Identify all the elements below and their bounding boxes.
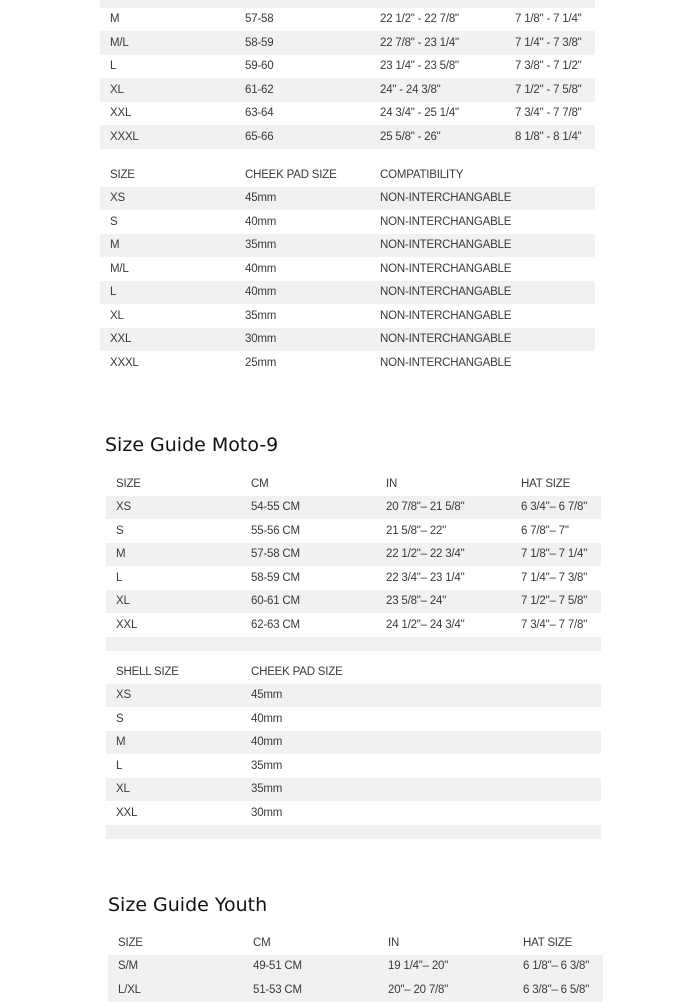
compat-cell: NON-INTERCHANGABLE [380, 192, 512, 205]
table-row [106, 707, 601, 731]
size-cell: XXL [116, 618, 138, 631]
size-cell: M [116, 736, 126, 749]
cm-cell: 58-59 CM [251, 571, 300, 584]
table-row-spacer [106, 825, 601, 839]
cm-cell: 60-61 CM [251, 595, 300, 608]
header-cell: CM [251, 477, 269, 490]
table-row [100, 0, 595, 8]
hat-cell: 6 3/8"– 6 5/8" [523, 983, 590, 996]
cm-cell: 57-58 CM [251, 548, 300, 561]
compat-cell: NON-INTERCHANGABLE [380, 356, 512, 369]
table-row [100, 304, 595, 328]
size-cell: XXXL [110, 130, 139, 143]
header-cell: COMPATIBILITY [380, 168, 464, 181]
header-cell: HAT SIZE [523, 936, 573, 949]
size-cell: XXL [110, 333, 132, 346]
header-cell: SIZE [110, 168, 135, 181]
size-cell: M [110, 13, 120, 26]
cm-cell: 58-59 [245, 36, 274, 49]
pad-cell: 45mm [251, 689, 283, 702]
table-row [106, 566, 601, 590]
table-row [108, 978, 603, 1002]
in-cell: 22 1/2"– 22 3/4" [386, 548, 465, 561]
size-cell: L/XL [118, 983, 141, 996]
cm-cell: 61-62 [245, 83, 274, 96]
pad-cell: 40mm [251, 736, 283, 749]
in-cell: 22 3/4"– 23 1/4" [386, 571, 465, 584]
pad-cell: 30mm [245, 333, 277, 346]
table-row [100, 234, 595, 258]
table-row-spacer [106, 637, 601, 651]
hat-cell: 7 3/4"– 7 7/8" [521, 618, 588, 631]
hat-cell: 7 3/8" - 7 1/2" [515, 60, 582, 73]
header-cell: SHELL SIZE [116, 665, 179, 678]
size-cell: XL [116, 783, 130, 796]
header-cell: IN [386, 477, 398, 490]
size-cell: S [110, 215, 118, 228]
in-cell: 19 1/4"– 20" [388, 960, 449, 973]
pad-cell: 25mm [245, 356, 277, 369]
pad-cell: 35mm [251, 759, 283, 772]
cm-cell: 54-55 CM [251, 501, 300, 514]
size-cell: L [110, 286, 117, 299]
cm-cell: 62-63 CM [251, 618, 300, 631]
compat-cell: NON-INTERCHANGABLE [380, 215, 512, 228]
in-cell: 22 7/8" - 23 1/4" [380, 36, 459, 49]
in-cell: 21 5/8"– 22" [386, 524, 447, 537]
size-cell: L [116, 759, 123, 772]
table-row [108, 955, 603, 979]
compat-cell: NON-INTERCHANGABLE [380, 333, 512, 346]
table-row [106, 613, 601, 637]
cheek-pad-table-top [100, 163, 595, 375]
in-cell: 24 3/4" - 25 1/4" [380, 107, 459, 120]
header-cell: CHEEK PAD SIZE [245, 168, 337, 181]
size-cell: XXXL [110, 356, 139, 369]
size-cell: S [116, 524, 124, 537]
pad-cell: 45mm [245, 192, 277, 205]
header-cell: CHEEK PAD SIZE [251, 665, 343, 678]
size-cell: XL [110, 309, 124, 322]
size-cell: M/L [110, 36, 129, 49]
hat-cell: 7 3/4" - 7 7/8" [515, 107, 582, 120]
table-header-row [106, 472, 601, 496]
in-cell: 24 1/2"– 24 3/4" [386, 618, 465, 631]
header-cell: IN [388, 936, 400, 949]
cm-cell: 51-53 CM [253, 983, 302, 996]
hat-cell: 7 1/8" - 7 1/4" [515, 13, 582, 26]
hat-cell: 7 1/4"– 7 3/8" [521, 571, 588, 584]
size-cell: XS [110, 192, 125, 205]
in-cell: 20 7/8"– 21 5/8" [386, 501, 465, 514]
compat-cell: NON-INTERCHANGABLE [380, 309, 512, 322]
size-cell: XS [116, 501, 131, 514]
table-row [106, 801, 601, 825]
pad-cell: 35mm [251, 783, 283, 796]
hat-cell: 6 1/8"– 6 3/8" [523, 960, 590, 973]
in-cell: 22 1/2" - 22 7/8" [380, 13, 459, 26]
compat-cell: NON-INTERCHANGABLE [380, 262, 512, 275]
table-row [100, 257, 595, 281]
cm-cell: 49-51 CM [253, 960, 302, 973]
cm-cell: 55-56 CM [251, 524, 300, 537]
in-cell: 24" - 24 3/8" [380, 83, 441, 96]
pad-cell: 40mm [245, 215, 277, 228]
hat-cell: 6 3/4"– 6 7/8" [521, 501, 588, 514]
table-row [100, 187, 595, 211]
pad-cell: 35mm [245, 239, 277, 252]
size-cell: M/L [110, 262, 129, 275]
table-row [106, 731, 601, 755]
pad-cell: 30mm [251, 806, 283, 819]
section-title-youth: Size Guide Youth [108, 894, 268, 916]
table-header-row [100, 163, 595, 187]
table-row [106, 519, 601, 543]
compat-cell: NON-INTERCHANGABLE [380, 286, 512, 299]
cm-cell: 65-66 [245, 130, 274, 143]
in-cell: 20"– 20 7/8" [388, 983, 449, 996]
pad-cell: 40mm [245, 286, 277, 299]
table-row [100, 281, 595, 305]
pad-cell: 35mm [245, 309, 277, 322]
header-cell: CM [253, 936, 271, 949]
moto9-cheek-table [106, 660, 601, 839]
cm-cell: 59-60 [245, 60, 274, 73]
table-row [100, 78, 595, 102]
size-cell: XXL [110, 107, 132, 120]
size-table-top [100, 0, 595, 149]
size-cell: L [116, 571, 123, 584]
table-row [106, 754, 601, 778]
size-cell: XL [116, 595, 130, 608]
section-title-moto9: Size Guide Moto-9 [105, 434, 279, 456]
hat-cell: 7 1/2" - 7 5/8" [515, 83, 582, 96]
table-row [100, 8, 595, 32]
in-cell: 23 1/4" - 23 5/8" [380, 60, 459, 73]
table-row [100, 102, 595, 126]
table-row [100, 351, 595, 375]
size-cell: L [110, 60, 117, 73]
table-row [100, 125, 595, 149]
header-cell: HAT SIZE [521, 477, 571, 490]
hat-cell: 8 1/8" - 8 1/4" [515, 130, 582, 143]
table-row [100, 31, 595, 55]
pad-cell: 40mm [245, 262, 277, 275]
size-cell: S/M [118, 960, 138, 973]
youth-size-table [108, 931, 603, 1002]
hat-cell: 7 1/4" - 7 3/8" [515, 36, 582, 49]
compat-cell: NON-INTERCHANGABLE [380, 239, 512, 252]
hat-cell: 7 1/8"– 7 1/4" [521, 548, 588, 561]
table-header-row [108, 931, 603, 955]
table-row [106, 778, 601, 802]
pad-cell: 40mm [251, 712, 283, 725]
in-cell: 23 5/8"– 24" [386, 595, 447, 608]
size-cell: S [116, 712, 124, 725]
table-row [100, 210, 595, 234]
header-cell: SIZE [116, 477, 141, 490]
size-cell: M [110, 239, 120, 252]
hat-cell: 6 7/8"– 7" [521, 524, 569, 537]
table-row [106, 590, 601, 614]
size-cell: XS [116, 689, 131, 702]
size-cell: XXL [116, 806, 138, 819]
in-cell: 25 5/8" - 26" [380, 130, 441, 143]
table-row [100, 55, 595, 79]
hat-cell: 7 1/2"– 7 5/8" [521, 595, 588, 608]
moto9-size-table [106, 472, 601, 651]
table-row [100, 328, 595, 352]
size-cell: XL [110, 83, 124, 96]
table-row [106, 496, 601, 520]
header-cell: SIZE [118, 936, 143, 949]
size-cell: M [116, 548, 126, 561]
table-row [106, 684, 601, 708]
table-header-row [106, 660, 601, 684]
cm-cell: 57-58 [245, 13, 274, 26]
cm-cell: 63-64 [245, 107, 274, 120]
table-row [106, 543, 601, 567]
